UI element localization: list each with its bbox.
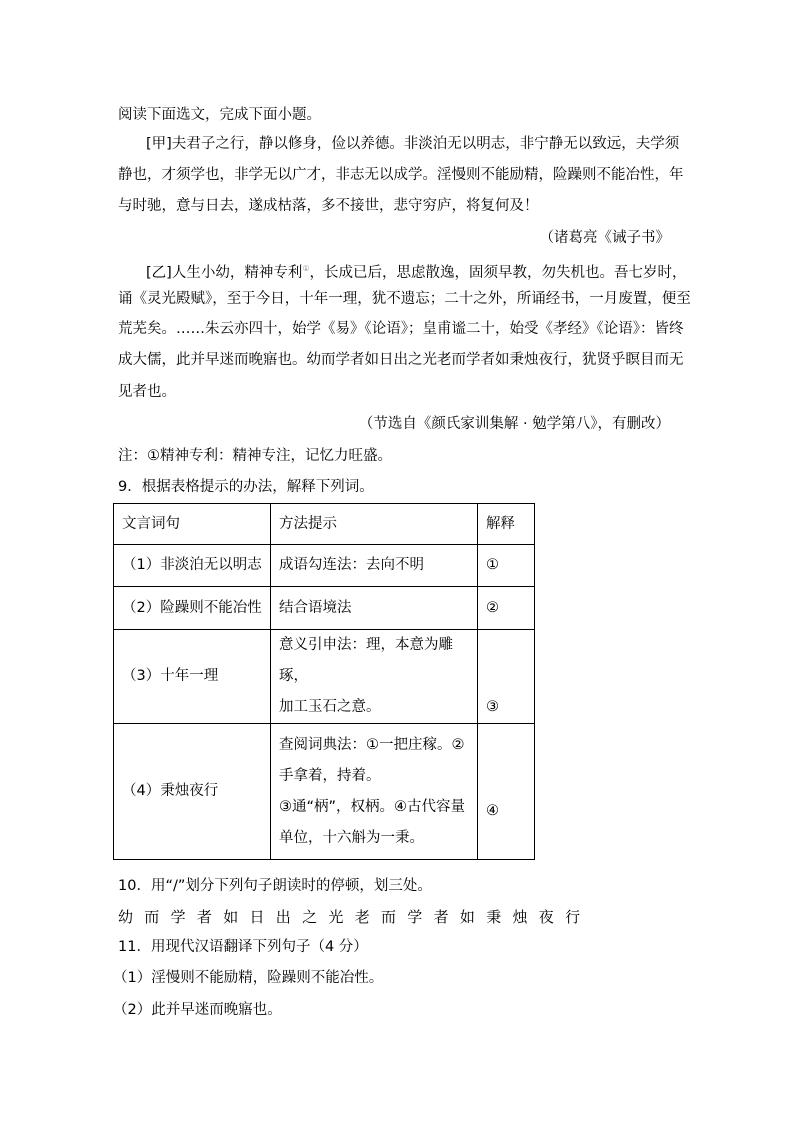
hint-line: 查阅词典法：①一把庄稼。② xyxy=(279,736,465,753)
hint-line: 意义引申法：理，本意为雕琢， xyxy=(279,637,453,684)
footnote: 注：①精神专利：精神专注，记忆力旺盛。 xyxy=(118,448,392,464)
hint-cell xyxy=(271,630,478,724)
passage-yi-text: [乙]人生小幼，精神专利 xyxy=(146,264,303,281)
phrase-cell: （3）十年一理 xyxy=(114,630,271,724)
answer-cell[interactable]: ④ xyxy=(478,724,535,860)
passage-yi-line: 见者也。 xyxy=(118,384,176,400)
question-11-item: （2）此并早迷而晚寤也。 xyxy=(113,1002,282,1018)
phrase-cell: （1）非淡泊无以明志 xyxy=(114,545,271,587)
hint-line: 手拿着，持着。 xyxy=(279,767,381,784)
hint-line: 加工玉石之意。 xyxy=(279,699,381,715)
footnote-mark: ① xyxy=(302,264,310,273)
passage-jia-source: （诸葛亮《诫子书》 xyxy=(539,230,670,246)
hint-cell: 成语勾连法：去向不明 xyxy=(271,545,478,587)
header-cell: 解释 xyxy=(478,504,535,545)
answer-cell[interactable]: ③ xyxy=(478,630,535,724)
phrase-cell: （2）险躁则不能冶性 xyxy=(114,587,271,630)
hint-cell xyxy=(271,724,478,860)
hint-line: 单位，十六斛为一秉。 xyxy=(279,829,424,846)
table-row xyxy=(114,630,535,724)
question-10-sentence[interactable]: 幼而学者如日出之光老而学者如秉烛夜行 xyxy=(118,908,592,926)
table-row xyxy=(114,545,535,587)
instruction: 阅读下面选文，完成下面小题。 xyxy=(118,107,321,123)
passage-yi-line: 成大儒，此并早迷而晚寤也。幼而学者如日出之光老而学者如秉烛夜行，犹贤乎瞑目而无 xyxy=(118,352,684,368)
question-10-title: 10．用“/”划分下列句子朗读时的停顿，划三处。 xyxy=(118,878,432,894)
answer-cell[interactable]: ① xyxy=(478,545,535,587)
passage-jia-line: [甲]夫君子之行，静以修身，俭以养德。非淡泊无以明志，非宁静无以致远，夫学须 xyxy=(146,136,680,152)
question-11-item: （1）淫慢则不能励精，险躁则不能冶性。 xyxy=(113,970,384,986)
table-row xyxy=(114,724,535,860)
table-header-row xyxy=(114,504,535,545)
passage-yi-line xyxy=(146,259,687,283)
hint-cell: 结合语境法 xyxy=(271,587,478,630)
passage-yi-line: 诵《灵光殿赋》，至于今日，十年一理，犹不遗忘；二十之外，所诵经书，一月废置，便至 xyxy=(118,291,691,307)
passage-yi-text: ，长成已后，思虑散逸，固须早教，勿失机也。吾七岁时， xyxy=(309,264,687,281)
answer-cell[interactable]: ② xyxy=(478,587,535,630)
header-cell: 方法提示 xyxy=(271,504,478,545)
passage-jia-line: 静也，才须学也，非学无以广才，非志无以成学。淫慢则不能励精，险躁则不能冶性，年 xyxy=(118,167,684,183)
explanation-table xyxy=(113,503,535,860)
phrase-cell: （4）秉烛夜行 xyxy=(114,724,271,860)
question-11-title: 11．用现代汉语翻译下列句子（4 分） xyxy=(118,939,368,955)
header-cell: 文言词句 xyxy=(114,504,271,545)
table-row xyxy=(114,587,535,630)
question-9-title: 9．根据表格提示的办法，解释下列词。 xyxy=(118,479,374,495)
passage-yi-source: （节选自《颜氏家训集解 · 勉学第八》，有删改） xyxy=(358,416,670,432)
passage-jia-line: 与时驰，意与日去，遂成枯落，多不接世，悲守穷庐，将复何及！ xyxy=(118,198,539,214)
hint-line: ③通“柄”，权柄。④古代容量 xyxy=(279,798,466,815)
passage-yi-line: 荒芜矣。……朱云亦四十，始学《易》《论语》；皇甫谧二十，始受《孝经》《论语》：皆终 xyxy=(118,321,684,337)
